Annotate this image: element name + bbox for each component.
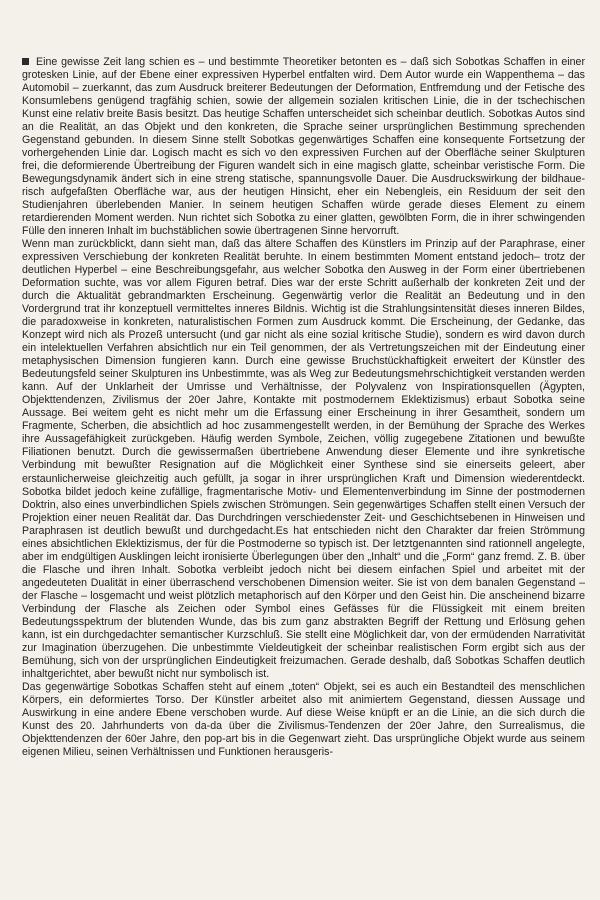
paragraph-3: Das gegenwärtige Sobotkas Schaffen steht auf einem „toten“ Objekt, sei es auch ein Bestandteil des menschlichen Körpers, ein deformiertes Torso. Der Künstler arbeitet also mit animiertem Gegenstand, diessen Aussage und Auswirkung in eine andere Ebene verschoben wurde. Auf diese Weise knüpft er an die Linie, an die sich durch die Kunst des 20. Jahrhunderts von da-da über die Zivilismus-Tendenzen der 20er Jahre, den Surrealismus, die Objekttendenzen der 60er Jahre, den pop-art bis in die Gegenwart zieht. Das ursprüngliche Objekt wurde aus seinem eigenen Milieu, seinen Verhältnissen und Funktionen herausgeris- (22, 680, 585, 758)
paragraph-1 (22, 56, 585, 238)
square-bullet-icon (22, 58, 29, 65)
paragraph-1-text: Eine gewisse Zeit lang schien es – und bestimmte Theoretiker betonten es – daß sich Sobotkas Schaffen in einer grotesken Linie, auf der Ebene einer expressiven Hyperbel entfalten wird. Dem Autor wurde ein Wappenthema – das Automobil – zuerkannt, das zum Ausdruck breiterer Bedeutungen der Deformation, Entfremdung und der Fetische des Konsumlebens genügend tragfähig schien, sowie der allgemein sozialen kritischen Linie, die in der tschechischen Kunst eine relativ breite Basis besitzt. Das heutige Schaffen unterscheidet sich scheinbar deutlich. Sobotkas Autos sind an die Realität, an das Objekt und den konkreten, die Sprache seiner ursprünglichen Bestimmung sprechenden Gegenstand gebunden. In diesem Sinne stellt Sobotkas gegenwärtiges Schaffen eine konsequente Fortsetzung der vorhergehenden Linie dar. Logisch macht es sich vo den expressiven Furchen auf der Oberfläche seiner Skulpturen frei, die deformierende Übertreibung der Figuren wandelt sich in eine magisch glatte, scheinbar veristische Form. Die Bewegungsdynamik ändert sich in eine streng statische, spannungsvolle Dauer. Die Ausdruckswirkung der bildhauerisch aufgefaßten Oberfläche war, aus der heutigen Hinsicht, eher ein Nebengleis, ein Residuum der seit den Studienjahren überlebenden Manier. In seinem heutigen Schaffen würde gerade dieses Element zu einem retardierenden Moment werden. Nun richtet sich Sobotka zu einer glatten, gewölbten Form, die in ihrer schwingenden Fülle den inneren Inhalt im buchstäblichen sowie übertragenen Sinne hervorruft. (22, 56, 585, 238)
article-body (22, 56, 585, 759)
paragraph-2: Wenn man zurückblickt, dann sieht man, daß das ältere Schaffen des Künstlers im Prinzip auf der Paraphrase, einer expressiven Verschiebung der konkreten Realität beruhte. In einem bestimmten Moment entstand jedoch– trotz der deutlichen Hyperbel – eine Beschreibungsgefahr, aus welcher Sobotka den Ausweg in der Form einer übertriebenen Deformation suchte, was vor allem Figuren betraf. Dies war der erste Schritt außerhalb der konkreten Zeit und der durch die Aktualität gebrandmarkten Erscheinung. Gegenwärtig verlor die Realität an Bedeutung und in den Vordergrund trat ihr konzeptuell vermitteltes inneres Bildnis. Wichtig ist die Strahlungsintensität dieses inneren Bildes, die paradoxweise in konkreten, naturalistischen Formen zum Ausdruck kommt. Die Erscheinung, der Gedanke, das Konzept wird nich als Prozeß untersucht (und gar nicht als eine sozial kritische Studie), sondern es wird davon durch ein intelektuellen Verfahren absichtlich nur ein Teil genommen, der als Vertretungszeichen mit der Eindeutung einer metaphysischen Dimension fungieren kann. Durch eine gewisse Bruchstückhaftigkeit erweitert der Künstler des Bedeutungsfeld seiner Skulpturen ins Unbestimmte, was als Weg zur Bedeutungsmehrschichtigkeit verstanden werden kann. Auf der Unklarheit der Umrisse und Verhältnisse, der Polyvalenz von Inspirationsquellen (Ägypten, Objekttendenzen, Zivilismus der 20er Jahre, Kontakte mit postmodernem Eklektizismus) erbaut Sobotka seine Aussage. Bei weitem geht es nicht mehr um die Erfassung einer Erscheinung in ihrer Gesamtheit, sondern um Fragmente, Scherben, die absichtlich ad hoc zusammengestellt werden, in der Bemühung der Sprache des Werkes ihre Aussagefähigkeit zurückgeben. Häufig werden Symbole, Zeichen, völlig zugegebene Zitationen und bewußte Filiationen benutzt. Durch die gewissermaßen übertriebene Anwendung dieser Elemente und ihre synkretische Verbindung mit bewußter Resignation auf die Möglichkeit einer Synthese sind sie einerseits geleert, aber erstaunlicherweise gleichzeitig auch gefüllt, ja sogar in ihrer ursprünglichen Kraft und Dimension wiederentdeckt. Sobotka bildet jedoch keine zufällige, fragmentarische Motiv- und Elementenverbindung im Sinne der postmodernen Doktrin, also eines unverbindlichen Spiels zwischen Strömungen. Sein gegenwärtiges Schaffen stellt einen Versuch der Projektion einer neuen Realität dar. Das Durchdringen verschiedenster Zeit- und Geschichtsebenen in Hinweisen und Paraphrasen ist deutlich bewußt und durchgedacht.Es hat entschieden nicht den Charakter dar freien Strömmung eines absichtlichen Eklektizismus, der für die Postmoderne so typisch ist. Der letztgenannten sind rationnell angelegte, aber im endgültigen Ausklingen leicht ironisierte Überlegungen über den „Inhalt“ und die „Form“ ganz fremd. Z. B. über die Flasche und ihren Inhalt. Sobotka verbleibt jedoch nicht bei diesem einfachen Spiel und arbeitet mit der angedeuteten Dualität in einer überraschend verschobenen Dimension weiter. Sie ist von dem banalen Gegenstand – der Flasche – losgemacht und weist plötzlich metaphorisch auf den Körper und den Geist hin. Die anscheinend bizarre Verbindung der Flasche als Zeichen oder Symbol eines Gefässes für die Flüssigkeit mit einem breiten Bedeutungsspektrum der blutenden Wunde, das bis zum ganz abstrakten Begriff der Rettung und Erlösung gehen kann, ist ein durchgedachter semantischer Kurzschluß. Sie stellt eine Möglichkeit dar, von der ermüdenden Narrativität zur Imagination überzugehen. Die unbestimmte Vieldeutigkeit der scheinbar realistischen Form ergibt sich aus der Bemühung, sich von der ursprünglichen Eindeutigkeit freizumachen. Gerade deshalb, daß Sobotkas Schaffen deutlich inhaltgerichtet, aber bewußt nicht nur symbolisch ist. (22, 238, 585, 680)
